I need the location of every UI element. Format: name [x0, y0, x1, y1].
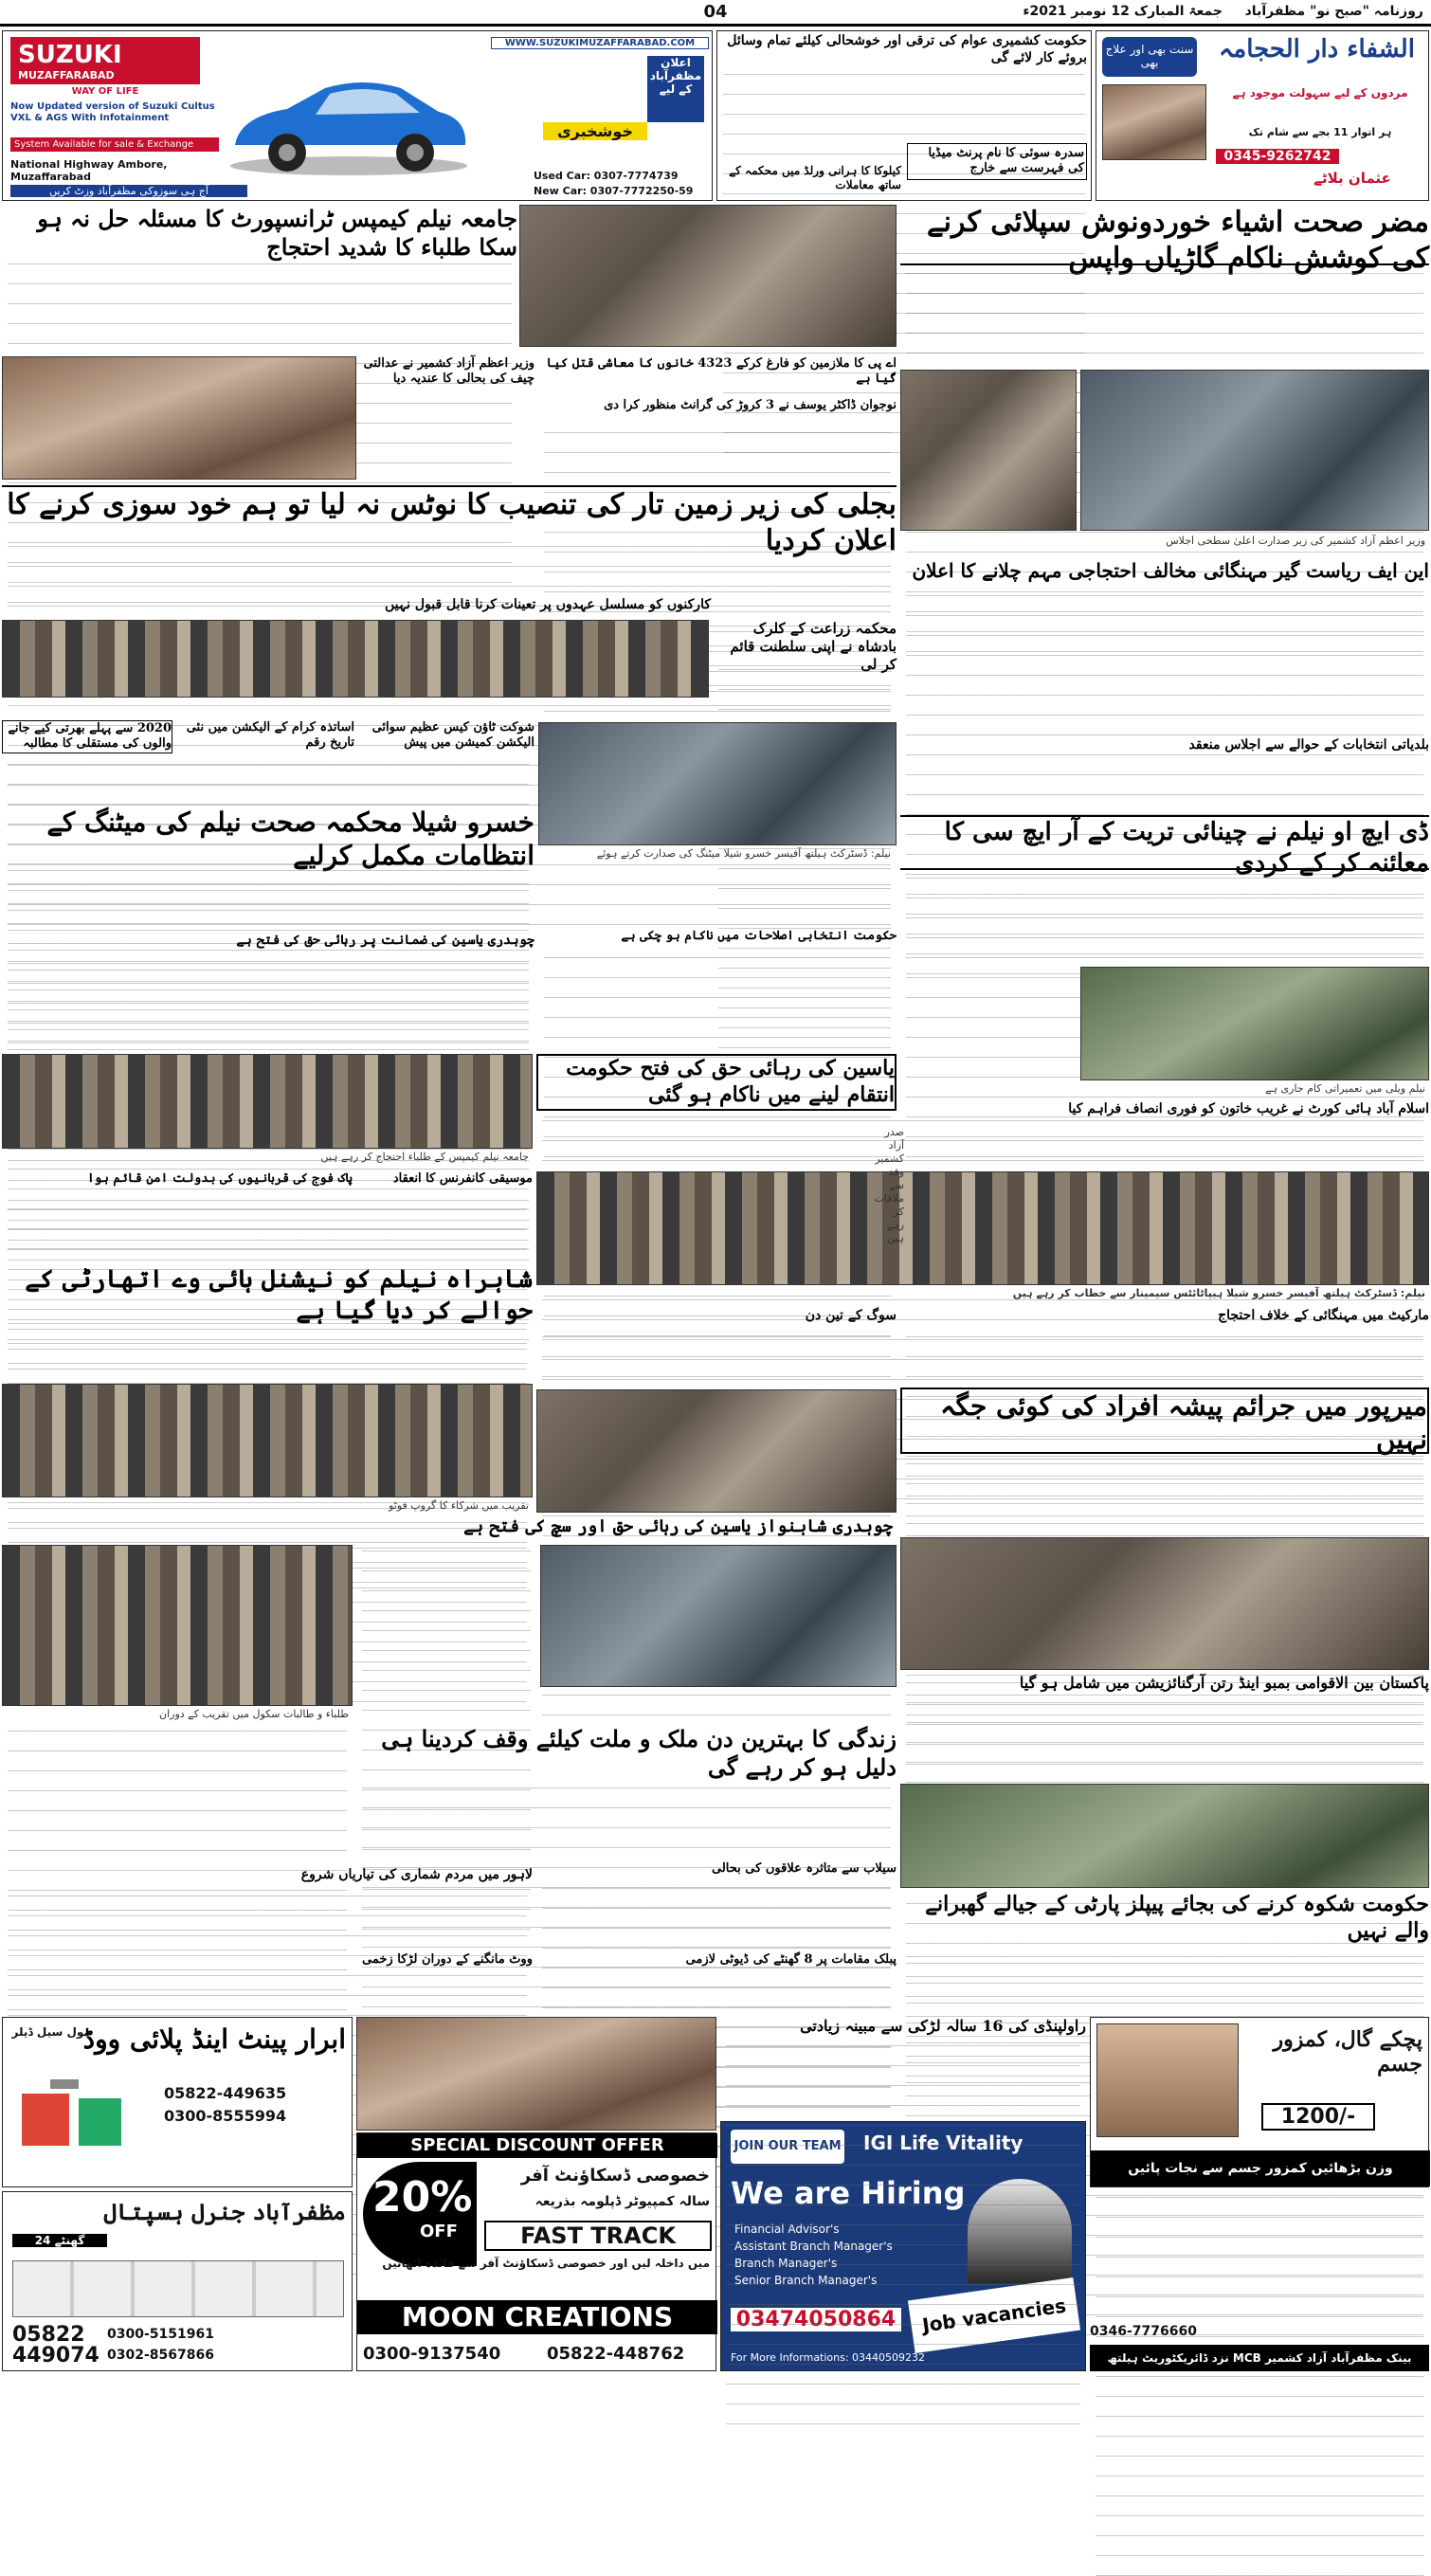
subhead-6: کارکنوں کو مسلسل عہدوں پر تعینات کرنا قابل قبول نہیں [385, 597, 711, 612]
story-20-body [720, 2040, 1086, 2115]
hospital-ad[interactable] [2, 2191, 353, 2371]
moon-course: سالہ کمپیوٹر ڈپلومہ بذریعہ [534, 2194, 710, 2209]
igi-info: For More Informations: 03440509232 [731, 2351, 926, 2364]
story-misc-body [2, 1725, 353, 1867]
headline-2: بجلی کی زیر زمین تار کی تنصیب کا نوٹس نہ لیا تو ہم خود سوزی کرنے کا اعلان کردیا [2, 485, 897, 538]
subhead-23: پبلک مقامات پر 8 گھنٹے کی ڈیوٹی لازمی [685, 1952, 897, 1967]
story-7-body [536, 1115, 1429, 1168]
igi-brand: IGI Life Vitality [863, 2132, 1023, 2154]
headline-11: حکومت شکوہ کرنے کی بجائے پیپلز پارٹی کے جیالے گھبرانے والے نہیں [925, 1892, 1429, 1943]
caption-4: نیلم: ڈسٹرکٹ ہیلتھ آفیسر خسرو شیلا میٹنگ کی صدارت کرتے ہوئے [596, 847, 891, 860]
shifa-badge: سنت بھی اور علاج بھی [1102, 37, 1197, 77]
story-19-body [2, 1890, 533, 1956]
story-9-body [900, 1458, 1429, 1533]
shifa-name: عثمان بلاٹے [1313, 170, 1391, 187]
suzuki-used-car: Used Car: 0307-7774739 [534, 170, 679, 182]
story-3-body [900, 590, 1429, 732]
suzuki-notice: اعلان مظفرآباد کے لیے [647, 56, 704, 122]
story-10-body [2, 955, 534, 1050]
hospital-phone-b[interactable]: 449074 [12, 2344, 100, 2367]
photo-seminar [536, 1171, 1429, 1285]
issue-date: جمعۃ المبارک 12 نومبر 2021ء [1023, 4, 1223, 19]
photo-meeting-1 [1080, 370, 1429, 531]
story-5b-body [2, 864, 534, 931]
photo-women [2, 356, 356, 480]
photo-students [2, 1545, 353, 1706]
story-5-body [538, 426, 897, 483]
gym-sub: وزن بڑھائیں کمزور جسم سے نجات پائیں [1091, 2150, 1430, 2186]
suzuki-url[interactable]: WWW.SUZUKIMUZAFFARABAD.COM [491, 37, 709, 49]
paint-bucket-icon [12, 2075, 145, 2150]
job-vacancies-sign: Job vacancies [908, 2277, 1080, 2353]
abrar-ad[interactable] [2, 2017, 353, 2187]
moon-fast-track: FAST TRACK [484, 2221, 712, 2251]
photo-group-row [2, 620, 709, 698]
moon-urdu-line: میں داخلہ لیں اور خصوصی ڈسکاؤنٹ آفر سے فائدہ اٹھائیں [382, 2257, 710, 2270]
headline-12: چوہدری شاہنواز یاسین کی رہائی حق اور سچ کی فتح ہے [463, 1516, 893, 1536]
headline-1: جامعہ نیلم کیمپس ٹرانسپورٹ کا مسئلہ حل نہ ہو سکا طلباء کا شدید احتجاج [37, 205, 517, 261]
suzuki-logo: SUZUKI MUZAFFARABAD [10, 37, 200, 84]
suzuki-promo: Now Updated version of Suzuki Cultus VXL & AGS With Infotainment [10, 101, 215, 123]
headline-4: محکمہ زراعت کے کلرک بادشاہ نے اپنی سلطنت قائم کر لی [730, 620, 897, 673]
subhead-5: نوجوان ڈاکٹر یوسف نے 3 کروڑ کی گرانٹ منظور کرا دی [604, 398, 897, 412]
subhead-2: کیلوکا کا ہرانی ورلڈ میں محکمہ کے ساتھ معاملات [729, 164, 901, 191]
photo-meeting-3 [538, 722, 897, 845]
subhead-14: پاک فوج کی قربانیوں کی بدولت امن قائم ہوا [87, 1171, 353, 1186]
subhead-13: اسلام آباد ہائی کورٹ نے غریب خاتون کو فوری انصاف فراہم کیا [1068, 1101, 1429, 1116]
caption-7: طلباء و طالبات سکول میں تقریب کے دوران [159, 1708, 349, 1720]
story-0-body [900, 267, 1429, 372]
headline-6: ڈی ایچ او نیلم نے چینائی تریت کے آر ایچ سی کا معائنہ کر کے کردی [900, 815, 1429, 870]
subhead-4: اے پی کا ملازمین کو فارغ کرکے 4323 خانوں کا معاشی قتل کیا گیا ہے [546, 356, 897, 387]
photo-meeting-2 [900, 370, 1077, 531]
subhead-15: موسیقی کانفرنس کا انعقاد [392, 1171, 533, 1186]
story-11-body [538, 952, 897, 1046]
photo-gathering [2, 1384, 533, 1497]
masthead-bar [0, 0, 1431, 27]
story-18-body [900, 1698, 1429, 1784]
subhead-10: چوہدری یاسین کی ضمانت پر رہائی حق کی فتح ہے [236, 933, 534, 948]
gym-ad[interactable] [1090, 2017, 1429, 2187]
story-1-body [2, 258, 517, 353]
headline-5: خسرو شیلا محکمہ صحت نیلم کی میٹنگ کے انتظامات مکمل کرلیے [46, 807, 534, 871]
story-16-body [536, 1331, 897, 1388]
moon-brand: MOON CREATIONS [357, 2300, 717, 2334]
moon-phone-2[interactable]: 05822-448762 [547, 2344, 685, 2364]
headline-7: یاسین کی رہائی حق کی فتح حکومت انتقام لینے میں ناکام ہو گئی [536, 1054, 897, 1111]
gym-phone[interactable]: 0346-7776660 [1090, 2324, 1197, 2339]
subhead-16: سوگ کے تین دن [805, 1308, 897, 1323]
gym-footer: نزد ڈائریکٹوریٹ ہیلتھ MCB بینک مظفرآباد آزاد کشمیر [1090, 2345, 1429, 2371]
subhead-20: راولپنڈی کی 16 سالہ لڑکی سے مبینہ زیادتی [800, 2017, 1086, 2035]
moon-urdu-offer: خصوصی ڈسکاؤنٹ آفر [520, 2166, 710, 2186]
middle-body [2, 758, 534, 806]
igi-phone[interactable]: 03474050864 [731, 2308, 901, 2331]
subhead-1: سدرہ سوئی کا نام پرنٹ میڈیا کی فہرست سے خارج [907, 143, 1087, 180]
subhead-8: شوکت ٹاؤن کیس عظیم سوائی الیکشن کمیشن میں پیش [371, 720, 534, 751]
car-image [221, 60, 477, 183]
suzuki-new-car: New Car: 0307-7772250-59 [534, 185, 694, 197]
subhead-11: حکومت انتخابی اصلاحات میں ناکام ہو چکی ہے [621, 929, 897, 943]
story-22-body [536, 1882, 897, 1949]
caption-6: نیلم: ڈسٹرکٹ ہیلتھ آفیسر خسرو شیلا ہیپاٹائٹس سیمینار سے خطاب کر رہے ہیں [1012, 1287, 1425, 1299]
gym-title: پچکے گال، کمزور جسم [1273, 2027, 1422, 2077]
photo-construction [1080, 967, 1429, 1080]
moon-phone-1[interactable]: 0300-9137540 [363, 2344, 501, 2364]
photo-pakarmy [536, 1389, 897, 1513]
top-center-stories [716, 30, 1092, 201]
suzuki-tagline: WAY OF LIFE [71, 86, 139, 97]
photo-officials [519, 205, 897, 347]
photo-award [356, 2017, 716, 2131]
subhead-21: ووٹ مانگنے کے دوران لڑکا زخمی [362, 1952, 533, 1967]
photo-office [540, 1545, 897, 1687]
story-6-body [900, 872, 1429, 967]
subhead-18: پاکستان بین الاقوامی بمبو اینڈ رتن آرگنائزیشن میں شامل ہو گیا [1019, 1674, 1429, 1692]
page-number: 04 [703, 2, 728, 22]
story-8-body [2, 1317, 533, 1380]
newspaper-name: روزنامہ "صبح نو" مظفرآباد [1244, 4, 1423, 19]
suzuki-good-news: خوشخبری [543, 122, 647, 140]
headline-8: شاہراہ نیلم کو نیشنل ہائی وے اتھارٹی کے حوالے کر دیا گیا ہے [25, 1265, 533, 1325]
headline-10: زندگی کا بہترین دن ملک و ملت کیلئے وقف کردینا ہی دلیل ہو کر رہے گی [381, 1725, 897, 1781]
hospital-hours: 24 گھنٹے [12, 2234, 107, 2247]
shifa-phone[interactable]: 0345-9262742 [1216, 149, 1339, 164]
caption-5: نیلم ویلی میں تعمیراتی کام جاری ہے [1265, 1082, 1425, 1095]
hospital-services [12, 2260, 344, 2317]
hospital-phone-d[interactable]: 0302-8567866 [107, 2348, 214, 2363]
story-14-body [2, 1204, 533, 1261]
subhead-17: مارکیٹ میں مہنگائی کے خلاف احتجاج [1218, 1308, 1429, 1323]
shifa-title: الشفاء دار الحجامہ [1219, 35, 1415, 63]
subhead-22: سیلاب سے متاثرہ علاقوں کی بحالی [712, 1861, 897, 1876]
hospital-phone-a[interactable]: 05822 [12, 2323, 85, 2347]
igi-hiring: We are Hiring [731, 2175, 966, 2211]
caption-3: تقریب میں شرکاء کا گروپ فوٹو [389, 1499, 529, 1512]
headline-9: میرپور میں جرائم پیشہ افراد کی کوئی جگہ نہیں [900, 1388, 1429, 1454]
headline-0: مضر صحت اشیاء خوردونوش سپلائی کرنے کی کوشش ناکام گاڑیاں واپس [900, 205, 1429, 265]
abrar-sub: ہول سیل ڈیلر [11, 2025, 91, 2039]
cupping-photo [1102, 84, 1206, 160]
gym-body [1090, 2191, 1429, 2324]
story-11b-body [900, 1950, 1429, 2007]
subhead-19: لاہور میں مردم شماری کی تیاریاں شروع [300, 1867, 533, 1882]
story-10b-body [356, 1782, 897, 1858]
hospital-phone-c[interactable]: 0300-5151961 [107, 2327, 214, 2342]
story-17-body [900, 1331, 1429, 1388]
subhead-9: 2020 سے پہلے بھرتی کیے جانے والوں کی مستقلی کا مطالبہ [2, 720, 172, 753]
story-2-body [2, 540, 897, 597]
subhead-12: بلدیاتی انتخابات کے حوالے سے اجلاس منعقد [1188, 737, 1429, 753]
caption-1: جامعہ نیلم کیمپس کے طلباء احتجاج کر رہے ہیں [320, 1151, 529, 1163]
photo-field [900, 1784, 1429, 1888]
story-12-body [356, 1545, 536, 1706]
abrar-title: ابرار پینٹ اینڈ پلائی ووڈ [82, 2023, 346, 2055]
caption-0: وزیر اعظم آزاد کشمیر کی زیر صدارت اعلیٰ سطحی اجلاس [1166, 535, 1425, 547]
subhead-7: اساتذہ کرام کے الیکشن میں نئی تاریخ رقم [186, 720, 354, 751]
discount-badge: 20% OFF [363, 2162, 477, 2266]
subhead-0: حکومت کشمیری عوام کی ترقی اور خوشحالی کیلئے تمام وسائل بروئے کار لائے گی [727, 33, 1087, 65]
hospital-title: مظفرآباد جنرل ہسپتال [103, 2198, 346, 2225]
moon-header: SPECIAL DISCOUNT OFFER [357, 2133, 717, 2158]
subhead-3: وزیر اعظم آزاد کشمیر نے عدالتی چیف کی بحالی کا عندیہ دیا [363, 356, 534, 387]
photo-portraits [900, 1537, 1429, 1670]
story-4-body [713, 663, 897, 711]
suzuki-exchange: System Available for sale & Exchange [10, 137, 219, 152]
headline-3: این ایف ریاست گیر مہنگائی مخالف احتجاجی مہم چلانے کا اعلان [912, 559, 1429, 582]
shifa-line: مردوں کے لیے سہولت موجود ہے [1232, 86, 1408, 100]
gym-price: 1200/- [1261, 2103, 1375, 2131]
moon-creations-ad[interactable] [356, 2132, 716, 2371]
abrar-phone-1[interactable]: 05822-449635 [164, 2084, 287, 2102]
photo-protest [2, 1054, 533, 1149]
shifa-ad[interactable] [1096, 30, 1429, 201]
suzuki-ad[interactable] [2, 30, 713, 201]
muscle-photo [1096, 2023, 1239, 2137]
abrar-phone-2[interactable]: 0300-8555994 [164, 2107, 287, 2125]
caption-2: صدر آزاد کشمیر [875, 1126, 904, 1165]
igi-roles: Financial Advisor's Assistant Branch Manager's Branch Manager's Senior Branch Manager's [734, 2222, 893, 2287]
suzuki-footer: آج ہی سوزوکی مظفرآباد وزٹ کریں [10, 185, 247, 197]
shifa-hours: ہر اتوار 11 بجے سے شام تک [1248, 126, 1392, 138]
igi-join: JOIN OUR TEAM [731, 2130, 844, 2164]
suzuki-address: National Highway Ambore, Muzaffarabad [10, 158, 168, 183]
